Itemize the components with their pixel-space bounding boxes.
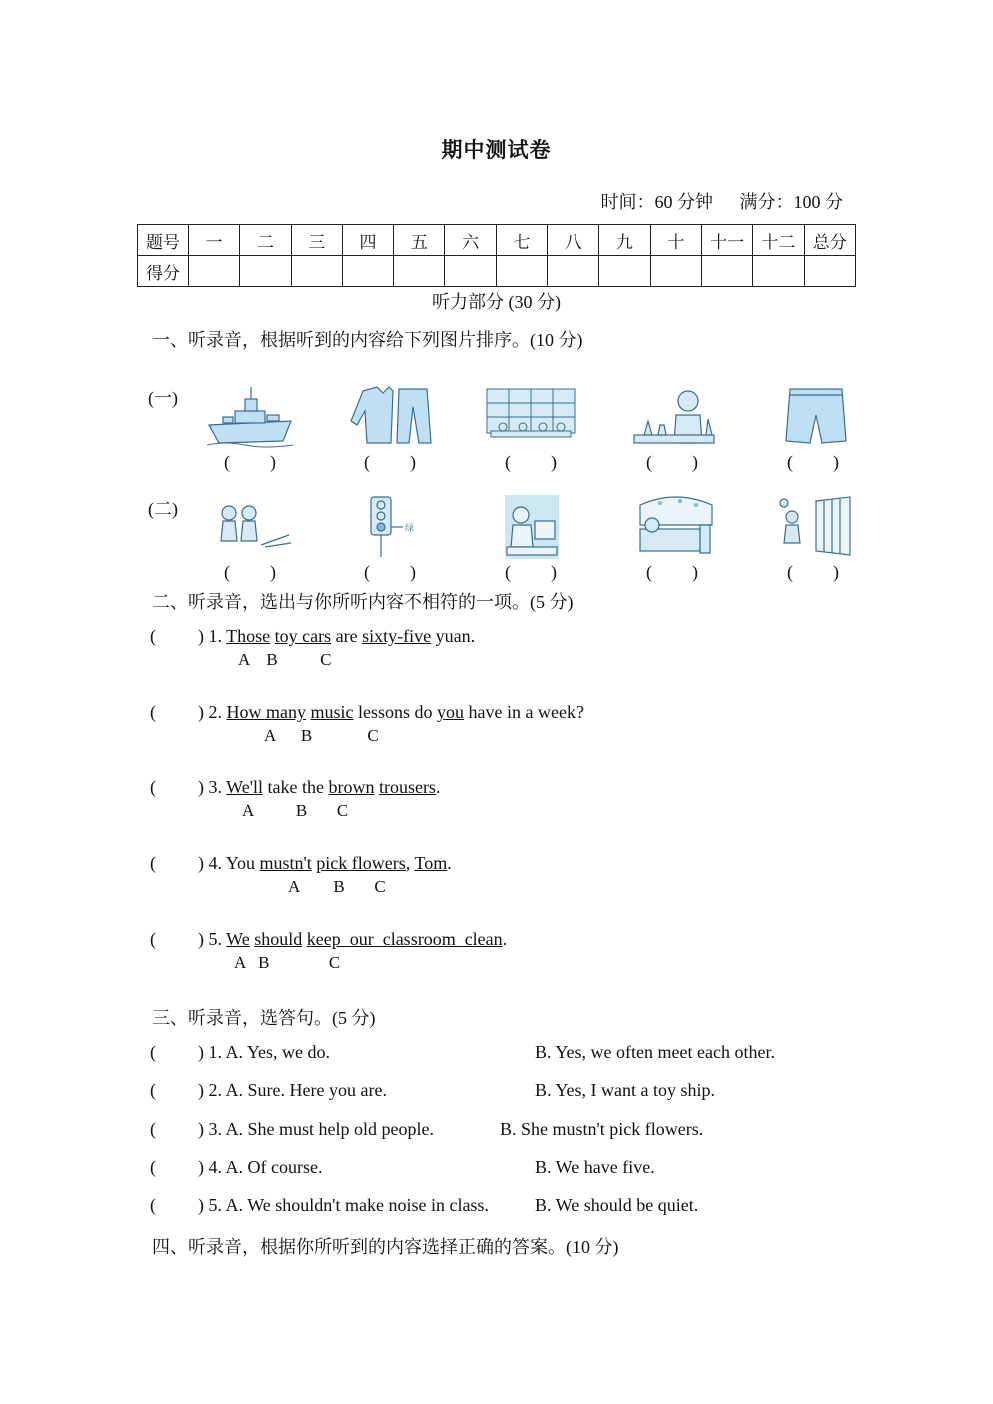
question-number: ) 2. [198, 702, 227, 722]
part3-question-4 [150, 1157, 323, 1178]
bracket-open: ( [150, 853, 156, 873]
score-cell[interactable] [240, 256, 291, 287]
option-a: A. Of course. [225, 1157, 323, 1177]
column-header: 二 [240, 225, 291, 256]
score-cell[interactable] [650, 256, 701, 287]
option-a: A. Sure. Here you are. [225, 1080, 387, 1100]
answer-blank[interactable] [150, 853, 198, 874]
group1-answer-bracket-1[interactable] [224, 452, 276, 473]
girl-door-icon [770, 495, 862, 559]
time-limit: 时间：60 分钟 [600, 192, 713, 212]
bracket-close: ) [410, 452, 416, 472]
group2-answer-bracket-3[interactable] [505, 562, 557, 583]
score-cell[interactable] [394, 256, 445, 287]
option-b: B. She mustn't pick flowers. [500, 1119, 704, 1139]
bracket-open: ( [150, 929, 156, 949]
question-number: ) 1. [198, 1042, 226, 1062]
bracket-open: ( [150, 1157, 156, 1177]
boy-computer-icon [485, 495, 577, 559]
score-cell[interactable] [496, 256, 547, 287]
bracket-close: ) [833, 452, 839, 472]
score-table [137, 224, 856, 287]
option-b: B. We have five. [535, 1157, 655, 1177]
answer-blank[interactable] [150, 777, 198, 798]
question-number: ) 5. [198, 929, 227, 949]
score-cell[interactable] [291, 256, 342, 287]
option-a: A. We shouldn't make noise in class. [225, 1195, 489, 1215]
option-letters: A B C [242, 801, 349, 820]
bracket-open: ( [787, 562, 793, 582]
score-cell[interactable] [445, 256, 496, 287]
part3-instruction: 三、听录音，选答句。(5 分) [152, 1008, 376, 1028]
part2-question-1 [150, 626, 475, 647]
girl-sleeping-icon [630, 495, 722, 559]
option-letters: A B C [234, 953, 341, 972]
text-segment: . [435, 777, 441, 797]
bracket-open: ( [364, 562, 370, 582]
bracket-close: ) [270, 562, 276, 582]
underlined-segment: trousers [378, 777, 436, 797]
column-header: 十一 [701, 225, 752, 256]
question-number: ) 4. [198, 853, 226, 873]
option-b: B. Yes, we often meet each other. [535, 1042, 775, 1062]
text-segment: lessons do [353, 702, 438, 722]
shorts-icon [770, 385, 862, 449]
bracket-open: ( [150, 777, 156, 797]
underlined-segment: toy cars [274, 626, 332, 646]
answer-blank[interactable] [150, 702, 198, 723]
bracket-open: ( [150, 1119, 156, 1139]
part3-question-5 [150, 1195, 489, 1216]
bracket-close: ) [410, 562, 416, 582]
column-header: 总分 [804, 225, 855, 256]
column-header: 三 [291, 225, 342, 256]
answer-blank[interactable] [150, 929, 198, 950]
question-number: ) 1. [198, 626, 227, 646]
bracket-open: ( [150, 1195, 156, 1215]
listening-header: 听力部分 (30 分) [432, 292, 561, 312]
bracket-open: ( [224, 562, 230, 582]
column-header: 八 [548, 225, 599, 256]
bracket-open: ( [505, 562, 511, 582]
underlined-segment: brown [328, 777, 375, 797]
group2-label: (二) [148, 499, 178, 519]
library-icon [485, 385, 577, 449]
part3-question-2 [150, 1080, 387, 1101]
answer-blank[interactable] [150, 1042, 198, 1063]
underlined-segment: you [437, 702, 465, 722]
part1-instruction: 一、听录音，根据听到的内容给下列图片排序。(10 分) [152, 330, 583, 350]
row-label-score: 得分 [138, 256, 189, 287]
text-segment: You [225, 853, 260, 873]
underlined-segment: pick flowers [316, 853, 406, 873]
column-header: 九 [599, 225, 650, 256]
answer-blank[interactable] [150, 1157, 198, 1178]
part3-question-1 [150, 1042, 330, 1063]
bracket-open: ( [150, 626, 156, 646]
column-header: 五 [394, 225, 445, 256]
bracket-open: ( [150, 1080, 156, 1100]
option-letters: A B C [264, 726, 379, 745]
column-header: 六 [445, 225, 496, 256]
full-score: 满分：100 分 [739, 192, 843, 212]
bracket-open: ( [150, 702, 156, 722]
score-cell[interactable] [753, 256, 804, 287]
row-label-question-no: 题号 [138, 225, 189, 256]
answer-blank[interactable] [150, 1119, 198, 1140]
bracket-close: ) [833, 562, 839, 582]
group1-answer-bracket-3[interactable] [505, 452, 557, 473]
traffic-light-icon [345, 495, 437, 559]
part3-question-3 [150, 1119, 434, 1140]
part2-question-2 [150, 702, 584, 723]
underlined-segment: mustn't [259, 853, 312, 873]
score-cell[interactable] [701, 256, 752, 287]
score-table-header-row [138, 225, 856, 256]
group2-answer-bracket-4[interactable] [646, 562, 698, 583]
group2-answer-bracket-5[interactable] [787, 562, 839, 583]
underlined-segment: Those [226, 626, 271, 646]
children-walking-icon [205, 495, 297, 559]
group1-answer-bracket-4[interactable] [646, 452, 698, 473]
text-segment: . [502, 929, 508, 949]
text-segment: yuan. [431, 626, 476, 646]
exam-meta [601, 188, 844, 214]
pajamas-icon [345, 385, 437, 449]
score-table-score-row [138, 256, 856, 287]
column-header: 十二 [753, 225, 804, 256]
column-header: 七 [496, 225, 547, 256]
column-header: 十 [650, 225, 701, 256]
bracket-close: ) [551, 562, 557, 582]
text-segment: . [447, 853, 452, 873]
part4-instruction: 四、听录音，根据你所听到的内容选择正确的答案。(10 分) [152, 1237, 619, 1257]
bracket-open: ( [787, 452, 793, 472]
text-segment: , [405, 853, 415, 873]
answer-blank[interactable] [150, 626, 198, 647]
option-a: A. She must help old people. [225, 1119, 434, 1139]
score-cell[interactable] [189, 256, 240, 287]
bracket-open: ( [646, 452, 652, 472]
underlined-segment: How many [226, 702, 306, 722]
underlined-segment: sixty-five [362, 626, 432, 646]
option-b: B. We should be quiet. [535, 1195, 699, 1215]
bracket-open: ( [224, 452, 230, 472]
answer-blank[interactable] [150, 1080, 198, 1101]
underlined-segment: Tom [414, 853, 448, 873]
group2-answer-bracket-1[interactable] [224, 562, 276, 583]
answer-blank[interactable] [150, 1195, 198, 1216]
option-letters: A B C [288, 877, 386, 896]
bracket-open: ( [505, 452, 511, 472]
underlined-segment: We [226, 929, 250, 949]
part2-question-4 [150, 853, 452, 874]
bracket-open: ( [646, 562, 652, 582]
group1-answer-bracket-2[interactable] [364, 452, 416, 473]
column-header: 四 [342, 225, 393, 256]
scientist-icon [630, 385, 722, 449]
question-number: ) 3. [198, 1119, 226, 1139]
text-segment: take the [262, 777, 329, 797]
question-number: ) 2. [198, 1080, 226, 1100]
text-segment: have in a week? [464, 702, 584, 722]
underlined-segment: music [310, 702, 354, 722]
bracket-open: ( [364, 452, 370, 472]
text-segment: are [331, 626, 363, 646]
bracket-close: ) [692, 452, 698, 472]
bracket-close: ) [692, 562, 698, 582]
question-number: ) 3. [198, 777, 227, 797]
underlined-segment: We'll [226, 777, 263, 797]
underlined-segment: keep our classroom clean [306, 929, 503, 949]
group1-answer-bracket-5[interactable] [787, 452, 839, 473]
part2-instruction: 二、听录音，选出与你所听内容不相符的一项。(5 分) [152, 592, 574, 612]
part2-question-3 [150, 777, 440, 798]
column-header: 一 [189, 225, 240, 256]
page-title: 期中测试卷 [441, 138, 552, 162]
question-number: ) 4. [198, 1157, 226, 1177]
score-cell[interactable] [804, 256, 855, 287]
option-letters: A B C [238, 650, 332, 669]
underlined-segment: should [254, 929, 303, 949]
part2-question-5 [150, 929, 507, 950]
group2-answer-bracket-2[interactable] [364, 562, 416, 583]
ship-icon [205, 385, 297, 449]
option-a: A. Yes, we do. [225, 1042, 331, 1062]
score-cell[interactable] [342, 256, 393, 287]
score-cell[interactable] [599, 256, 650, 287]
score-cell[interactable] [548, 256, 599, 287]
group1-label: (一) [148, 388, 178, 408]
bracket-close: ) [270, 452, 276, 472]
bracket-open: ( [150, 1042, 156, 1062]
option-b: B. Yes, I want a toy ship. [535, 1080, 716, 1100]
bracket-close: ) [551, 452, 557, 472]
traffic-light-label: 绿 [405, 524, 415, 534]
question-number: ) 5. [198, 1195, 226, 1215]
